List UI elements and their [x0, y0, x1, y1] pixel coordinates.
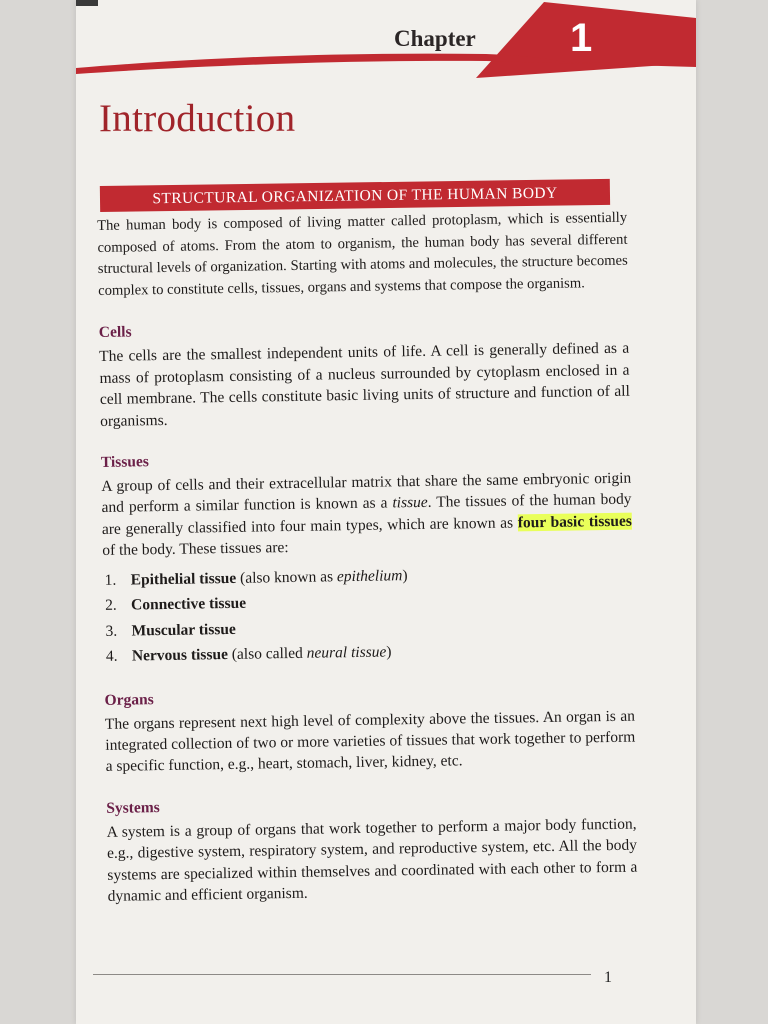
page-body — [97, 208, 638, 908]
tissue-name: Muscular tissue — [131, 620, 236, 640]
tissues-text-b: . The tissues of the human body are generally classified into four main types, which are known as — [101, 491, 632, 538]
tissues-text-c: of the body. These tissues are: — [102, 539, 289, 560]
section-heading-box — [100, 179, 610, 212]
list-number: 3. — [105, 622, 118, 640]
chapter-banner — [76, 0, 696, 90]
chapter-number: 1 — [570, 16, 593, 60]
cells-heading: Cells — [98, 323, 132, 342]
tissues-paragraph — [101, 468, 632, 562]
intro-section — [97, 208, 628, 303]
tissue-name: Nervous tissue — [131, 646, 229, 665]
tissue-name: Epithelial tissue — [130, 569, 237, 589]
tissue-note-suffix: ) — [386, 643, 392, 661]
list-number: 4. — [105, 647, 118, 666]
tissue-types-list — [103, 559, 635, 669]
highlighted-phrase: four basic tissues — [517, 512, 632, 532]
systems-paragraph: A system is a group of organs that work together to perform a major body function, e.g., digestive system, respiratory system, and reproductive system, etc. All the body systems are specialized within themselves and coordinated with each other to form a dynamic and efficient organism. — [106, 815, 638, 905]
tissue-note-term: epithelium — [336, 566, 403, 585]
tissues-section — [101, 446, 634, 670]
page-number: 1 — [604, 969, 612, 986]
intro-paragraph: The human body is composed of living matter called protoplasm, which is essentially composed of atoms. From the atom to organism, the human body has several different structural levels of organization. Starting with atoms and molecules, the structure becomes complex to constitute cells, tissues, organs and systems that compose the organism. — [97, 209, 628, 299]
list-number: 2. — [104, 596, 117, 615]
tissues-heading: Tissues — [100, 453, 149, 471]
tissues-text-a: A group of cells and their extracellular matrix that share the same embryonic origin and perform a similar function is known as a — [101, 469, 632, 517]
tissue-name: Connective tissue — [130, 594, 247, 614]
chapter-label: Chapter — [394, 26, 476, 51]
cells-section — [99, 316, 631, 432]
systems-heading: Systems — [106, 798, 160, 817]
systems-section — [106, 791, 638, 907]
section-heading: STRUCTURAL ORGANIZATION OF THE HUMAN BODY — [152, 184, 558, 208]
organs-paragraph: The organs represent next high level of complexity above the tissues. An organ is an integrated collection of two or more varieties of tissues that work together to perform a specific function, e.g., heart, stomach, liver, kidney, etc. — [104, 707, 636, 776]
tissue-term: tissue — [392, 494, 428, 512]
page-title: Introduction — [99, 97, 296, 140]
organs-section — [104, 683, 635, 778]
footer-rule — [93, 974, 591, 975]
tissue-note-term: neural tissue — [306, 643, 387, 662]
list-number: 1. — [104, 571, 117, 589]
cells-paragraph: The cells are the smallest independent units of life. A cell is generally defined as a mass of protoplasm consisting of a nucleus surrounded by cytoplasm enclosed in a cell membrane. The cells constitute basic living units of structure and function of all organisms. — [99, 340, 630, 430]
tissue-note-prefix: (also called — [227, 644, 307, 664]
book-page — [76, 0, 696, 1024]
tissue-note-suffix: ) — [402, 566, 408, 584]
organs-heading: Organs — [104, 690, 154, 709]
tissue-note-prefix: (also known as — [236, 567, 338, 587]
